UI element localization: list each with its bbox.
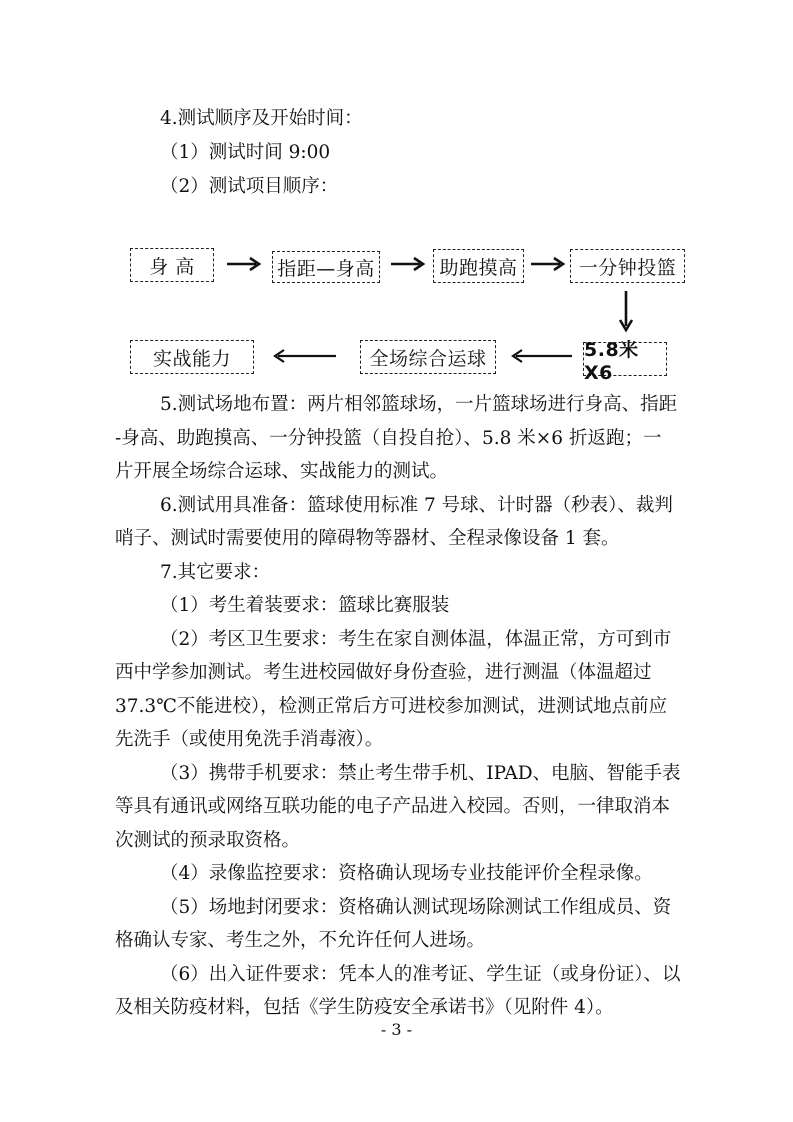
flow-step-run-touch: 助跑摸高 bbox=[433, 249, 524, 283]
flow-step-dribble: 全场综合运球 bbox=[360, 340, 496, 374]
section7-item5-line1: （5）场地封闭要求：资格确认测试现场除测试工作组成员、资 bbox=[160, 897, 672, 918]
flow-step-shuttle: 5.8米X6 bbox=[583, 342, 667, 376]
flow-step-armspan-height: 指距—身高 bbox=[272, 251, 380, 283]
section4-title: 4.测试顺序及开始时间： bbox=[160, 108, 363, 129]
section7-item6-line2: 及相关防疫材料，包括《学生防疫安全承诺书》（见附件 4）。 bbox=[115, 997, 614, 1018]
section4-order: （2）测试项目顺序： bbox=[160, 176, 339, 197]
section7-title: 7.其它要求： bbox=[160, 562, 271, 583]
arrow-left-icon bbox=[272, 348, 338, 364]
section7-item4: （4）录像监控要求：资格确认现场专业技能评价全程录像。 bbox=[160, 863, 653, 884]
section7-item3-line3: 次测试的预录取资格。 bbox=[115, 830, 301, 851]
section7-item5-line2: 格确认专家、考生之外，不允许任何人进场。 bbox=[115, 930, 486, 951]
section7-item3-line2: 等具有通讯或网络互联功能的电子产品进入校园。否则，一律取消本 bbox=[115, 796, 671, 817]
arrow-down-icon bbox=[618, 290, 634, 334]
flow-step-combat: 实战能力 bbox=[130, 340, 254, 374]
flow-step-height: 身 高 bbox=[130, 248, 214, 282]
section4-time: （1）测试时间 9:00 bbox=[160, 142, 331, 163]
section7-item2-line2: 西中学参加测试。考生进校园做好身份查验，进行测温（体温超过 bbox=[115, 662, 652, 683]
section6-line2: 哨子、测试时需要使用的障碍物等器材、全程录像设备 1 套。 bbox=[115, 528, 620, 549]
arrow-right-icon bbox=[530, 256, 568, 272]
section7-item2-line4: 先洗手（或使用免洗手消毒液）。 bbox=[115, 729, 384, 750]
flow-step-shooting: 一分钟投篮 bbox=[570, 249, 685, 283]
section5-line2: -身高、助跑摸高、一分钟投篮（自投自抢）、5.8 米×6 折返跑；一 bbox=[115, 428, 662, 449]
section7-item2-line3: 37.3℃不能进校），检测正常后方可进校参加测试，进测试地点前应 bbox=[115, 696, 668, 717]
arrow-right-icon bbox=[390, 256, 428, 272]
section5-line1: 5.测试场地布置：两片相邻篮球场，一片篮球场进行身高、指距 bbox=[160, 394, 678, 415]
page-number: - 3 - bbox=[380, 1020, 413, 1039]
section7-item6-line1: （6）出入证件要求：凭本人的准考证、学生证（或身份证）、以 bbox=[160, 964, 681, 985]
section6-line1: 6.测试用具准备：篮球使用标准 7 号球、计时器（秒表）、裁判 bbox=[160, 495, 673, 516]
arrow-right-icon bbox=[226, 256, 264, 272]
section5-line3: 片开展全场综合运球、实战能力的测试。 bbox=[115, 461, 449, 482]
arrow-left-icon bbox=[510, 348, 574, 364]
section7-item2-line1: （2）考区卫生要求：考生在家自测体温，体温正常，方可到市 bbox=[160, 629, 672, 650]
section7-item3-line1: （3）携带手机要求：禁止考生带手机、IPAD、电脑、智能手表 bbox=[160, 763, 681, 784]
section7-item1: （1）考生着装要求：篮球比赛服装 bbox=[160, 595, 450, 616]
